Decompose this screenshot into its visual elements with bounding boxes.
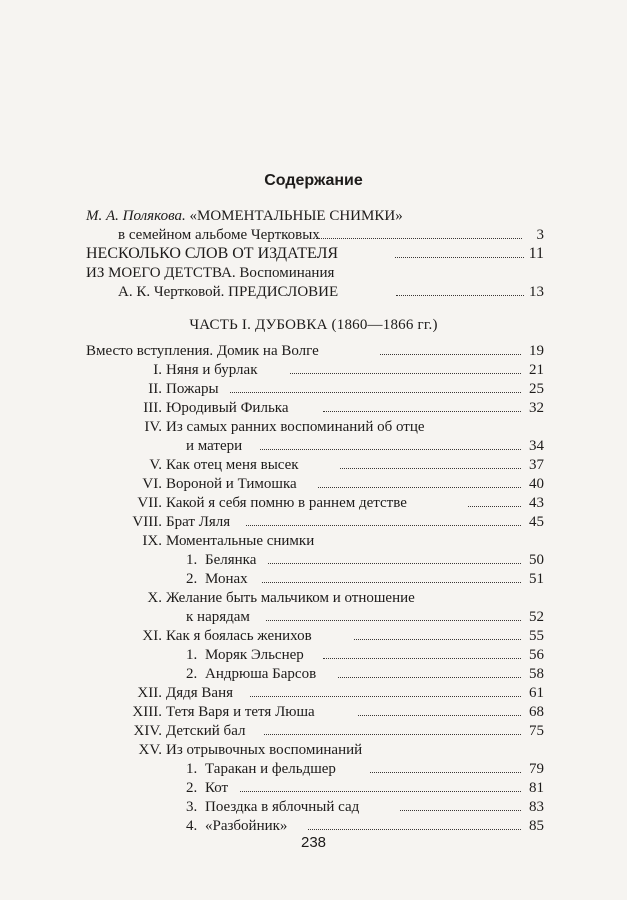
toc-page-number: 79 (529, 761, 544, 777)
toc-entry-title: Как отец меня высек (166, 457, 299, 473)
dot-leader (396, 295, 524, 296)
toc-entry-title: Тетя Варя и тетя Люша (166, 704, 315, 720)
toc-entry-title: Андрюша Барсов (205, 666, 317, 682)
intro-title-2: в семейном альбоме Чертковых (118, 227, 320, 243)
toc-entry-title: Желание быть мальчиком и отношение (166, 590, 415, 606)
toc-entry (0, 626, 627, 646)
toc-entry-title-cont: и матери (186, 438, 243, 454)
dot-leader (250, 696, 521, 697)
dot-leader (358, 715, 521, 716)
toc-entry (0, 379, 627, 399)
dot-leader (308, 829, 521, 830)
dot-leader (230, 392, 521, 393)
dot-leader (290, 373, 521, 374)
toc-entry (0, 493, 627, 513)
toc-entry (0, 683, 627, 703)
dot-leader (266, 620, 521, 621)
chapter-number: VII. (137, 495, 162, 511)
chapter-number: III. (143, 400, 162, 416)
subentry-number: 2. (186, 666, 198, 682)
chapter-number: VI. (142, 476, 162, 492)
part-title: ЧАСТЬ I. ДУБОВКА (1860—1866 гг.) (189, 317, 438, 333)
toc-page-number: 61 (529, 685, 544, 701)
toc-entry-line-2 (0, 436, 627, 456)
subentry-number: 1. (186, 647, 198, 663)
toc-page-number: 11 (528, 245, 544, 262)
chapter-number: I. (153, 362, 162, 378)
toc-entry-title: Пожары (166, 381, 219, 397)
chapter-number: XII. (137, 685, 162, 701)
toc-page-number: 43 (529, 495, 544, 511)
toc-entry-title: ИЗ МОЕГО ДЕТСТВА. Воспоминания (86, 265, 335, 281)
dot-leader (400, 810, 521, 811)
contents-heading: Содержание (264, 172, 363, 189)
toc-entry-title: Детский бал (166, 723, 246, 739)
toc-subentry (0, 550, 627, 570)
toc-entry-childhood-line-1 (0, 263, 627, 283)
toc-page-number: 52 (529, 609, 544, 625)
toc-entry-intro-line-1 (0, 206, 627, 226)
intro-author: М. А. Полякова. (86, 208, 186, 224)
toc-entry-title: Из самых ранних воспоминаний об отце (166, 419, 425, 435)
toc-page-number: 68 (529, 704, 544, 720)
dot-leader (354, 639, 521, 640)
toc-entry-title-cont: к нарядам (186, 609, 250, 625)
toc-entry-title: «Разбойник» (205, 818, 288, 834)
intro-title-1: «МОМЕНТАЛЬНЫЕ СНИМКИ» (189, 208, 403, 224)
toc-entry-title: НЕСКОЛЬКО СЛОВ ОТ ИЗДАТЕЛЯ (86, 245, 339, 262)
subentry-number: 4. (186, 818, 198, 834)
toc-entry-title: Вороной и Тимошка (166, 476, 297, 492)
toc-entry-line-1 (0, 417, 627, 437)
chapter-number: XIII. (132, 704, 162, 720)
toc-entry (0, 455, 627, 475)
toc-page-number: 75 (529, 723, 544, 739)
chapter-number: IX. (142, 533, 162, 549)
dot-leader (468, 506, 521, 507)
toc-entry-title: Какой я себя помню в раннем детстве (166, 495, 407, 511)
chapter-number: XV. (138, 742, 162, 758)
chapter-number: X. (147, 590, 162, 606)
toc-page-number: 50 (529, 552, 544, 568)
dot-leader (380, 354, 521, 355)
toc-page-number: 85 (529, 818, 544, 834)
toc-page-number: 51 (529, 571, 544, 587)
chapter-number: V. (149, 457, 162, 473)
toc-entry (0, 360, 627, 380)
dot-leader (340, 468, 521, 469)
toc-page-number: 81 (529, 780, 544, 796)
toc-page-number: 58 (529, 666, 544, 682)
toc-entry (0, 740, 627, 760)
toc-entry-publisher (0, 244, 627, 264)
subentry-number: 2. (186, 780, 198, 796)
toc-page-number: 32 (529, 400, 544, 416)
dot-leader (318, 487, 521, 488)
chapter-number: II. (148, 381, 162, 397)
toc-entry-title: Брат Ляля (166, 514, 231, 530)
toc-entry-title: Как я боялась женихов (166, 628, 312, 644)
toc-entry-title: Белянка (205, 552, 257, 568)
toc-subentry (0, 759, 627, 779)
toc-subentry (0, 569, 627, 589)
dot-leader (262, 582, 521, 583)
toc-page-number: 40 (529, 476, 544, 492)
dot-leader (323, 658, 521, 659)
dot-leader (395, 257, 524, 258)
toc-entry (0, 721, 627, 741)
subentry-number: 1. (186, 761, 198, 777)
chapter-number: XI. (142, 628, 162, 644)
toc-entry (0, 702, 627, 722)
toc-subentry (0, 664, 627, 684)
toc-entry-title: Монах (205, 571, 248, 587)
dot-leader (240, 791, 521, 792)
toc-entry-title: Моряк Эльснер (205, 647, 304, 663)
dot-leader (316, 238, 522, 239)
toc-page-number: 25 (529, 381, 544, 397)
toc-entry (0, 398, 627, 418)
toc-entry-title-cont: А. К. Чертковой. ПРЕДИСЛОВИЕ (118, 284, 339, 300)
toc-entry-childhood-line-2 (0, 282, 627, 302)
toc-entry-title: Таракан и фельдшер (205, 761, 336, 777)
toc-entry-title: Кот (205, 780, 229, 796)
toc-page-number: 3 (536, 227, 544, 243)
toc-entry-line-1 (0, 588, 627, 608)
subentry-number: 1. (186, 552, 198, 568)
chapter-number: IV. (144, 419, 162, 435)
subentry-number: 3. (186, 799, 198, 815)
toc-page-number: 34 (529, 438, 544, 454)
chapter-number: XIV. (133, 723, 162, 739)
toc-page-number: 45 (529, 514, 544, 530)
toc-page-number: 13 (529, 284, 544, 300)
toc-entry (0, 341, 627, 361)
toc-entry-title: Моментальные снимки (166, 533, 315, 549)
toc-entry (0, 474, 627, 494)
subentry-number: 2. (186, 571, 198, 587)
toc-entry-title: Няня и бурлак (166, 362, 258, 378)
toc-entry-title: Поездка в яблочный сад (205, 799, 360, 815)
dot-leader (268, 563, 521, 564)
toc-entry-title: Юродивый Филька (166, 400, 289, 416)
toc-page-number: 21 (529, 362, 544, 378)
toc-entry-line-2 (0, 607, 627, 627)
toc-page-number: 37 (529, 457, 544, 473)
toc-page-number: 55 (529, 628, 544, 644)
dot-leader (323, 411, 521, 412)
toc-page-number: 56 (529, 647, 544, 663)
dot-leader (338, 677, 521, 678)
toc-subentry (0, 797, 627, 817)
toc-entry (0, 531, 627, 551)
toc-page-number: 19 (529, 343, 544, 359)
chapter-number: VIII. (132, 514, 162, 530)
toc-entry-title: Дядя Ваня (166, 685, 234, 701)
toc-entry-title: Из отрывочных воспоминаний (166, 742, 363, 758)
toc-subentry (0, 778, 627, 798)
dot-leader (370, 772, 521, 773)
toc-entry-title: Вместо вступления. Домик на Волге (86, 343, 319, 359)
toc-entry (0, 512, 627, 532)
dot-leader (246, 525, 521, 526)
toc-page-number: 83 (529, 799, 544, 815)
toc-entry-intro-line-2 (0, 225, 627, 245)
toc-subentry (0, 645, 627, 665)
toc-subentry (0, 816, 627, 836)
dot-leader (264, 734, 521, 735)
dot-leader (260, 449, 521, 450)
page-number: 238 (300, 834, 327, 851)
